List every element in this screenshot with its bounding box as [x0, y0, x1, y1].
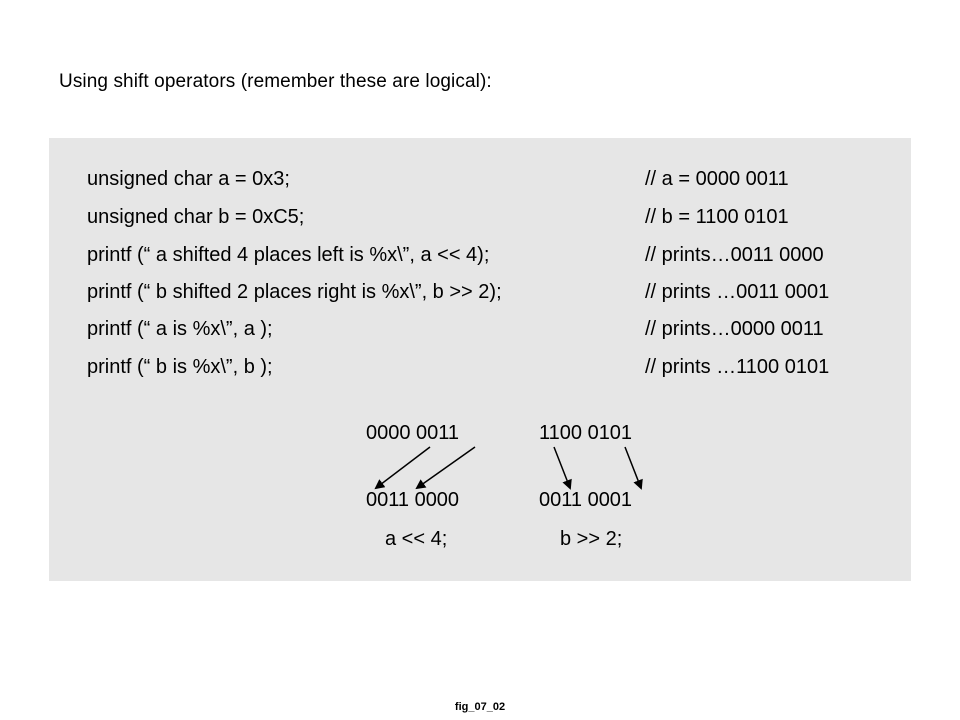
right-shift-arrow-2	[625, 447, 641, 488]
code-line-5: printf (“ a is %x\”, a );	[87, 318, 273, 340]
left-shift-arrow-2	[417, 447, 475, 488]
left-shift-arrow-1	[376, 447, 430, 488]
code-comment-1: // a = 0000 0011	[645, 168, 789, 190]
code-comment-5: // prints…0000 0011	[645, 318, 824, 340]
code-comment-2: // b = 1100 0101	[645, 206, 789, 228]
code-comment-6: // prints …1100 0101	[645, 356, 830, 378]
right-shift-expression: b >> 2;	[560, 528, 623, 550]
code-line-1: unsigned char a = 0x3;	[87, 168, 290, 190]
right-shift-arrow-1	[554, 447, 570, 488]
figure-caption: fig_07_02	[454, 701, 506, 713]
left-shift-expression: a << 4;	[385, 528, 448, 550]
code-line-3: printf (“ a shifted 4 places left is %x\”, a << 4);	[87, 244, 490, 266]
figure-panel	[49, 138, 911, 581]
left-shift-after-bits: 0011 0000	[366, 489, 460, 511]
shift-arrows	[49, 138, 911, 581]
right-shift-after-bits: 0011 0001	[539, 489, 633, 511]
code-line-2: unsigned char b = 0xC5;	[87, 206, 305, 228]
left-shift-before-bits: 0000 0011	[366, 422, 460, 444]
right-shift-before-bits: 1100 0101	[539, 422, 633, 444]
slide-title: Using shift operators (remember these are logical):	[59, 71, 492, 92]
code-comment-4: // prints …0011 0001	[645, 281, 830, 303]
code-comment-3: // prints…0011 0000	[645, 244, 824, 266]
code-line-4: printf (“ b shifted 2 places right is %x\”, b >> 2);	[87, 281, 502, 303]
code-line-6: printf (“ b is %x\”, b );	[87, 356, 273, 378]
